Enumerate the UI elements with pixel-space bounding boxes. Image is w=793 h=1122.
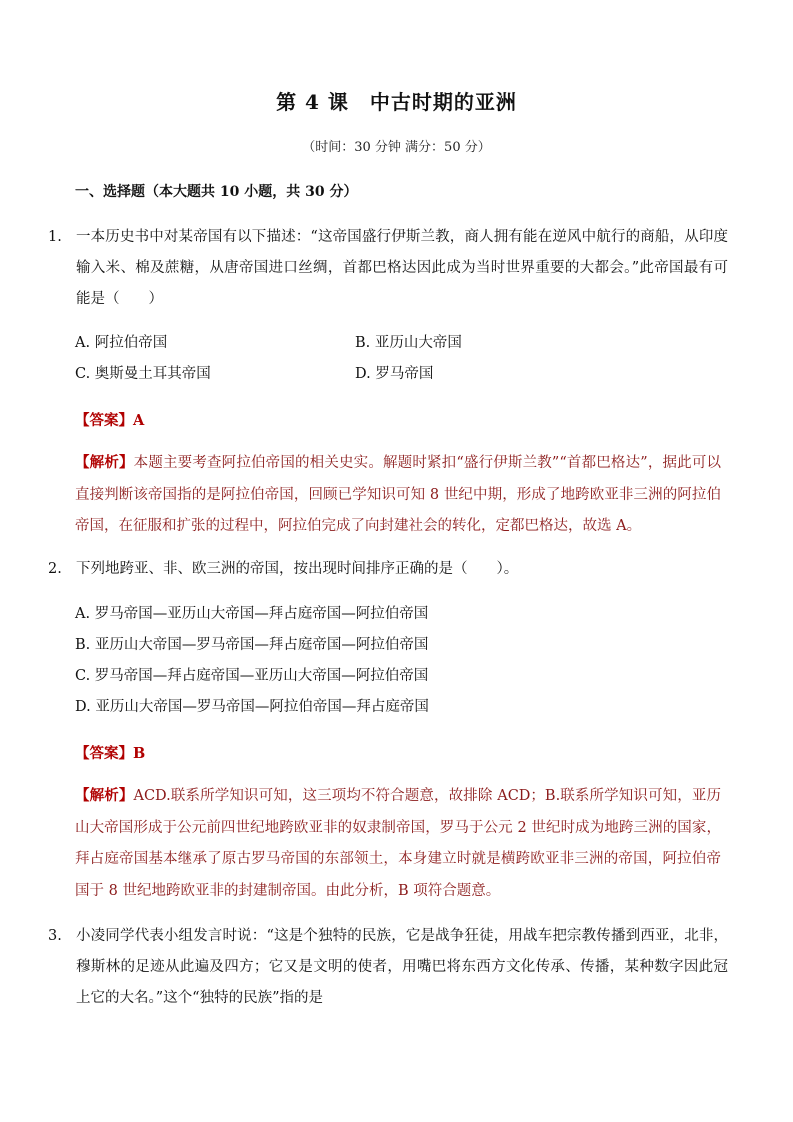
question-text: 下列地跨亚、非、欧三洲的帝国，按出现时间排序正确的是（ ）。 [76, 561, 519, 577]
option-b: B. 亚历山大帝国—罗马帝国—拜占庭帝国—阿拉伯帝国 [75, 637, 429, 653]
analysis-text: ACD.联系所学知识可知，这三项均不符合题意，故排除 ACD；B.联系所学知识可知，亚历山大帝国形成于公元前四世纪地跨欧亚非的奴隶制帝国，罗马于公元 2 世纪时成为地跨三洲的国家，拜占庭帝国基本继承了原古罗马帝国的东部领土，本身建立时就是横跨欧亚非三洲的帝国，阿拉伯帝国于 8 世纪地跨欧亚非的封建制帝国。由此分析，B 项符合题意。 [75, 788, 721, 899]
option-c: C. 奥斯曼土耳其帝国 [75, 366, 211, 382]
option-b: B. 亚历山大帝国 [355, 335, 462, 351]
question-2 [48, 554, 728, 585]
analysis [75, 780, 721, 907]
option-d: D. 亚历山大帝国—罗马帝国—阿拉伯帝国—拜占庭帝国 [75, 699, 429, 715]
answer-value: A [133, 412, 145, 429]
question-number: 2. [48, 561, 62, 577]
option-d: D. 罗马帝国 [355, 366, 434, 382]
answer [75, 409, 144, 430]
analysis-tag: 【解析】 [75, 454, 134, 471]
question-number: 1. [48, 229, 62, 245]
question-1 [48, 222, 728, 315]
option-c: C. 罗马帝国—拜占庭帝国—亚历山大帝国—阿拉伯帝国 [75, 668, 429, 684]
option-a: A. 阿拉伯帝国 [75, 335, 168, 351]
answer [75, 742, 145, 763]
analysis [75, 447, 721, 543]
option-a: A. 罗马帝国—亚历山大帝国—拜占庭帝国—阿拉伯帝国 [75, 606, 429, 622]
question-number: 3. [48, 928, 62, 944]
question-text: 一本历史书中对某帝国有以下描述：“这帝国盛行伊斯兰教，商人拥有能在逆风中航行的商船，从印度输入米、棉及蔗糖，从唐帝国进口丝绸，首都巴格达因此成为当时世界重要的大都会。”此帝国最有可能是（ ） [76, 229, 728, 307]
page-title: 第 4 课 中古时期的亚洲 [276, 90, 517, 114]
question-3 [48, 921, 728, 1014]
question-text: 小凌同学代表小组发言时说：“这是个独特的民族，它是战争狂徒，用战车把宗教传播到西亚，北非，穆斯林的足迹从此遍及四方；它又是文明的使者，用嘴巴将东西方文化传承、传播，某种数字因此冠上它的大名。”这个“独特的民族”指的是 [76, 928, 728, 1006]
answer-tag: 【答案】 [75, 745, 133, 762]
exam-info: （时间：30 分钟 满分：50 分） [302, 140, 491, 155]
section-heading: 一、选择题（本大题共 10 小题，共 30 分） [75, 184, 358, 200]
analysis-tag: 【解析】 [75, 787, 134, 804]
analysis-text: 本题主要考查阿拉伯帝国的相关史实。解题时紧扣“盛行伊斯兰教”“首都巴格达”，据此可以直接判断该帝国指的是阿拉伯帝国，回顾已学知识可知 8 世纪中期，形成了地跨欧亚非三洲的阿拉伯帝国，在征服和扩张的过程中，阿拉伯完成了向封建社会的转化，定都巴格达，故选 A。 [75, 455, 721, 534]
answer-value: B [133, 745, 146, 762]
answer-tag: 【答案】 [75, 412, 133, 429]
